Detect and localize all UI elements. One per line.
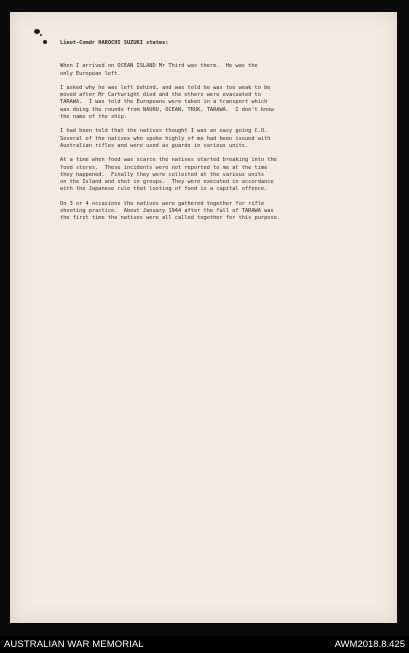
accession-number: AWM2018.8.425 [334, 639, 405, 650]
heading-suffix: states: [142, 40, 169, 46]
paragraph-1: When I arrived on OCEAN ISLAND Mr Third was there. He was the only European left. [60, 63, 258, 77]
paragraph-3: I had been told that the natives thought I was an easy going C.O. Several of the natives who spoke highly of me had been issued with Australian rifles and were used as guards in various units. [60, 128, 271, 149]
paragraph-5: On 3 or 4 occasions the natives were gathered together for rifle shooting practice. About January 1944 after the fall of TARAWA was the first time the natives were all called together for this purpose. [60, 200, 281, 222]
paragraph-4: At a time when food was scarce the natives started breaking into the food stores. These incidents were not reported to me at the time they happened. Finally they were collected at the various units on the Island and shot in groups. They were executed in accordance with the Japanese rule that looting of food is a capital offence. [60, 157, 277, 193]
ink-stain-mark-small [43, 40, 47, 44]
document-body [60, 40, 390, 230]
ink-stain-mark-tiny [40, 34, 42, 36]
footer-bar [0, 636, 409, 653]
ink-stain-mark [34, 29, 40, 34]
institution-label: AUSTRALIAN WAR MEMORIAL [4, 639, 144, 650]
statement-heading [60, 40, 390, 47]
heading-prefix: Lieut-Comdr [60, 40, 99, 46]
heading-name: HAROCHI SUZUKI [98, 40, 143, 46]
paragraph-2: I asked why he was left behind, and was told he was too weak to be moved after Mr Cartwright died and the others were evacuated to TARAWA. I was told the Europeans were taken in a transport which was doing the rounds from NAURU, OCEAN, TRUK, TARAWA. I don't know the name of the ship. [60, 84, 274, 121]
